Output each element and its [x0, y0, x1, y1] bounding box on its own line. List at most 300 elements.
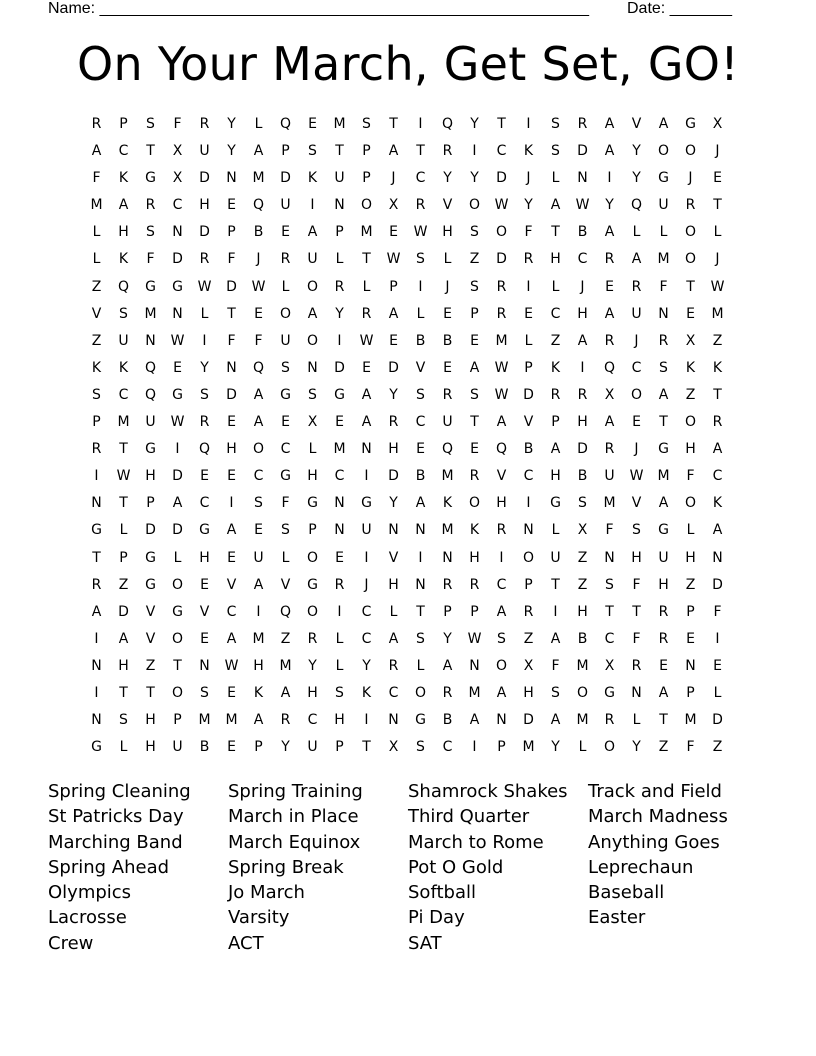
name-field[interactable]: Name: _______________________________________________________: [48, 0, 589, 17]
grid-letter: A: [577, 332, 588, 349]
grid-letter: H: [631, 549, 642, 566]
grid-letter: T: [119, 495, 128, 512]
grid-letter: E: [632, 414, 641, 431]
grid-letter: D: [226, 386, 237, 403]
grid-letter: R: [361, 305, 372, 322]
grid-letter: E: [713, 657, 722, 674]
grid-letter: S: [416, 251, 425, 268]
grid-letter: Y: [308, 657, 317, 674]
grid-letter: L: [119, 522, 128, 539]
grid-letter: R: [658, 332, 669, 349]
grid-letter: N: [415, 576, 426, 593]
grid-letter: S: [146, 224, 155, 241]
grid-letter: U: [658, 549, 669, 566]
grid-letter: D: [496, 251, 507, 268]
grid-letter: R: [388, 657, 399, 674]
grid-letter: D: [388, 359, 399, 376]
grid-letter: O: [495, 224, 508, 241]
grid-letter: A: [604, 224, 615, 241]
grid-letter: V: [145, 630, 156, 647]
grid-letter: P: [173, 712, 182, 729]
grid-letter: E: [335, 549, 344, 566]
grid-letter: M: [360, 224, 373, 241]
grid-letter: M: [468, 684, 481, 701]
word-list-item: March Equinox: [228, 831, 361, 853]
grid-letter: L: [416, 657, 425, 674]
grid-letter: C: [334, 468, 345, 485]
grid-letter: C: [442, 739, 453, 756]
grid-letter: D: [145, 522, 156, 539]
grid-letter: S: [200, 684, 209, 701]
grid-letter: P: [227, 224, 236, 241]
grid-letter: R: [280, 712, 291, 729]
grid-letter: D: [712, 576, 723, 593]
grid-letter: D: [172, 468, 183, 485]
grid-letter: G: [145, 576, 156, 593]
grid-letter: Z: [91, 332, 102, 349]
grid-letter: Y: [389, 386, 398, 403]
grid-letter: N: [172, 305, 183, 322]
grid-letter: R: [280, 251, 291, 268]
grid-letter: A: [388, 630, 399, 647]
grid-letter: X: [523, 657, 534, 674]
grid-letter: N: [226, 170, 237, 187]
grid-letter: B: [577, 468, 588, 485]
word-list-item: Baseball: [588, 882, 665, 904]
grid-letter: J: [391, 170, 396, 187]
grid-letter: T: [659, 712, 668, 729]
grid-letter: S: [578, 495, 587, 512]
grid-letter: T: [416, 603, 425, 620]
grid-letter: R: [91, 576, 102, 593]
grid-letter: O: [684, 224, 697, 241]
grid-letter: A: [253, 576, 264, 593]
grid-letter: P: [362, 170, 371, 187]
grid-letter: U: [307, 739, 318, 756]
grid-letter: L: [551, 522, 560, 539]
grid-letter: E: [173, 359, 182, 376]
grid-letter: S: [146, 116, 155, 132]
grid-letter: G: [280, 468, 291, 485]
grid-letter: G: [91, 739, 102, 756]
grid-letter: Y: [281, 739, 290, 756]
grid-letter: N: [415, 522, 426, 539]
grid-letter: R: [442, 684, 453, 701]
grid-letter: H: [496, 495, 507, 512]
grid-letter: J: [526, 170, 531, 187]
grid-letter: C: [118, 143, 129, 160]
word-list-item: Spring Training: [228, 781, 363, 802]
grid-letter: T: [173, 657, 182, 674]
word-list-item: Shamrock Shakes: [408, 781, 568, 802]
grid-letter: I: [418, 549, 423, 566]
grid-letter: T: [713, 386, 722, 403]
grid-letter: S: [200, 386, 209, 403]
grid-letter: O: [360, 197, 373, 214]
word-list-item: Easter: [588, 907, 646, 929]
grid-letter: L: [416, 305, 425, 322]
grid-letter: H: [118, 224, 129, 241]
grid-letter: A: [496, 603, 507, 620]
grid-letter: S: [308, 386, 317, 403]
grid-letter: X: [172, 143, 183, 160]
grid-letter: M: [333, 441, 346, 458]
grid-letter: T: [416, 143, 425, 160]
grid-letter: Q: [252, 197, 265, 214]
grid-letter: U: [604, 468, 615, 485]
grid-letter: Z: [577, 549, 588, 566]
word-list-item: Spring Cleaning: [48, 781, 191, 802]
grid-letter: M: [684, 712, 697, 729]
grid-letter: D: [226, 278, 237, 295]
grid-letter: A: [550, 197, 561, 214]
grid-letter: L: [524, 332, 533, 349]
grid-letter: N: [145, 332, 156, 349]
grid-letter: R: [523, 603, 534, 620]
grid-letter: G: [91, 522, 102, 539]
grid-letter: B: [577, 224, 588, 241]
grid-letter: B: [253, 224, 264, 241]
grid-letter: U: [334, 170, 345, 187]
grid-letter: K: [469, 522, 480, 539]
word-list-item: Pot O Gold: [408, 856, 504, 878]
grid-letter: R: [685, 197, 696, 214]
grid-letter: T: [362, 251, 371, 268]
grid-letter: E: [308, 116, 317, 132]
grid-letter: I: [94, 468, 99, 485]
grid-letter: S: [416, 630, 425, 647]
grid-letter: P: [308, 522, 317, 539]
grid-letter: W: [629, 468, 644, 485]
grid-letter: L: [335, 630, 344, 647]
grid-letter: I: [526, 116, 531, 132]
grid-letter: S: [335, 684, 344, 701]
grid-letter: X: [388, 739, 399, 756]
grid-letter: T: [605, 603, 614, 620]
grid-letter: D: [523, 712, 534, 729]
word-list-item: Olympics: [48, 882, 132, 904]
grid-letter: U: [550, 549, 561, 566]
grid-letter: A: [307, 224, 318, 241]
grid-letter: I: [94, 684, 99, 701]
grid-letter: O: [306, 603, 319, 620]
grid-letter: M: [603, 495, 616, 512]
grid-letter: P: [524, 359, 533, 376]
word-list-item: Pi Day: [408, 907, 465, 929]
grid-letter: H: [145, 468, 156, 485]
grid-letter: L: [335, 657, 344, 674]
grid-letter: O: [684, 495, 697, 512]
grid-letter: M: [441, 468, 454, 485]
grid-letter: P: [119, 549, 128, 566]
grid-letter: T: [713, 197, 722, 214]
grid-letter: W: [224, 657, 239, 674]
grid-letter: P: [119, 116, 128, 132]
grid-letter: Q: [630, 197, 643, 214]
grid-letter: O: [576, 684, 589, 701]
grid-letter: C: [496, 576, 507, 593]
grid-letter: N: [496, 712, 507, 729]
grid-letter: Y: [443, 170, 452, 187]
word-list-item: Jo March: [228, 882, 305, 904]
grid-letter: S: [551, 143, 560, 160]
grid-letter: Q: [144, 359, 157, 376]
grid-letter: E: [443, 305, 452, 322]
grid-letter: S: [416, 386, 425, 403]
grid-letter: Q: [441, 441, 454, 458]
grid-letter: L: [713, 684, 722, 701]
grid-letter: S: [416, 739, 425, 756]
grid-letter: J: [256, 251, 261, 268]
grid-letter: D: [334, 359, 345, 376]
grid-letter: Y: [632, 739, 641, 756]
grid-letter: G: [334, 386, 345, 403]
word-list-item: March to Rome: [408, 831, 544, 853]
grid-letter: E: [686, 305, 695, 322]
grid-letter: Q: [117, 278, 130, 295]
grid-letter: R: [199, 414, 210, 431]
grid-letter: N: [334, 522, 345, 539]
grid-letter: Z: [577, 576, 588, 593]
grid-letter: A: [469, 359, 480, 376]
grid-letter: R: [442, 143, 453, 160]
grid-letter: A: [550, 630, 561, 647]
grid-letter: L: [551, 170, 560, 187]
grid-letter: F: [227, 251, 236, 268]
grid-letter: F: [146, 251, 155, 268]
grid-letter: A: [118, 197, 129, 214]
grid-letter: H: [577, 305, 588, 322]
grid-letter: V: [226, 576, 237, 593]
grid-letter: Z: [145, 657, 156, 674]
grid-letter: I: [256, 603, 261, 620]
grid-letter: T: [227, 305, 236, 322]
grid-letter: C: [415, 170, 426, 187]
grid-letter: R: [658, 630, 669, 647]
grid-letter: A: [280, 684, 291, 701]
grid-letter: E: [470, 441, 479, 458]
grid-letter: F: [632, 630, 641, 647]
grid-letter: N: [361, 441, 372, 458]
grid-letter: E: [281, 224, 290, 241]
grid-letter: R: [199, 116, 210, 132]
word-list-item: Marching Band: [48, 831, 183, 853]
grid-letter: G: [280, 386, 291, 403]
grid-letter: U: [145, 414, 156, 431]
grid-letter: W: [251, 278, 266, 295]
grid-letter: G: [604, 684, 615, 701]
grid-letter: D: [577, 143, 588, 160]
grid-letter: N: [685, 657, 696, 674]
grid-letter: P: [470, 603, 479, 620]
page-title: On Your March, Get Set, GO!: [76, 37, 740, 91]
grid-letter: S: [632, 522, 641, 539]
word-list-item: Third Quarter: [408, 806, 530, 828]
grid-letter: G: [145, 170, 156, 187]
word-list-item: Anything Goes: [588, 831, 720, 853]
grid-letter: I: [472, 739, 477, 756]
grid-letter: N: [604, 549, 615, 566]
grid-letter: W: [116, 468, 131, 485]
grid-letter: M: [711, 305, 724, 322]
grid-letter: E: [227, 468, 236, 485]
grid-letter: C: [712, 468, 723, 485]
grid-letter: R: [604, 332, 615, 349]
grid-letter: Z: [685, 576, 696, 593]
grid-letter: X: [604, 386, 615, 403]
grid-letter: A: [604, 143, 615, 160]
grid-letter: V: [631, 116, 642, 132]
grid-letter: Y: [551, 739, 560, 756]
grid-letter: H: [145, 739, 156, 756]
grid-letter: K: [361, 684, 372, 701]
grid-letter: C: [253, 468, 264, 485]
grid-letter: T: [551, 576, 560, 593]
grid-letter: E: [200, 630, 209, 647]
grid-letter: O: [306, 332, 319, 349]
grid-letter: A: [496, 684, 507, 701]
grid-letter: I: [607, 170, 612, 187]
grid-letter: W: [494, 359, 509, 376]
grid-letter: P: [389, 278, 398, 295]
grid-letter: C: [199, 495, 210, 512]
grid-letter: A: [91, 143, 102, 160]
grid-letter: S: [281, 522, 290, 539]
grid-letter: B: [415, 332, 426, 349]
grid-letter: O: [468, 197, 481, 214]
grid-letter: K: [685, 359, 696, 376]
grid-letter: R: [442, 386, 453, 403]
grid-letter: N: [91, 495, 102, 512]
grid-letter: E: [227, 197, 236, 214]
grid-letter: D: [496, 170, 507, 187]
grid-letter: A: [712, 522, 723, 539]
grid-letter: O: [684, 251, 697, 268]
grid-letter: R: [334, 278, 345, 295]
grid-letter: E: [200, 468, 209, 485]
grid-letter: O: [306, 549, 319, 566]
word-list-item: Spring Break: [228, 856, 344, 878]
grid-letter: S: [119, 305, 128, 322]
grid-letter: C: [280, 441, 291, 458]
grid-letter: L: [308, 441, 317, 458]
grid-letter: E: [227, 739, 236, 756]
grid-letter: I: [580, 359, 585, 376]
grid-letter: I: [715, 630, 720, 647]
grid-letter: H: [523, 684, 534, 701]
grid-letter: M: [576, 657, 589, 674]
grid-letter: A: [631, 251, 642, 268]
grid-letter: C: [226, 603, 237, 620]
grid-letter: I: [364, 712, 369, 729]
grid-letter: Q: [441, 116, 454, 132]
grid-letter: W: [413, 224, 428, 241]
grid-letter: T: [659, 414, 668, 431]
grid-letter: D: [523, 386, 534, 403]
grid-letter: Y: [227, 116, 236, 132]
grid-letter: M: [657, 251, 670, 268]
grid-letter: A: [253, 712, 264, 729]
grid-letter: W: [386, 251, 401, 268]
grid-letter: U: [280, 332, 291, 349]
grid-letter: H: [226, 441, 237, 458]
grid-letter: Z: [523, 630, 534, 647]
grid-letter: J: [715, 251, 720, 268]
grid-letter: A: [388, 143, 399, 160]
grid-letter: L: [362, 278, 371, 295]
grid-letter: E: [362, 359, 371, 376]
grid-letter: L: [119, 739, 128, 756]
grid-letter: B: [442, 712, 453, 729]
grid-letter: G: [307, 576, 318, 593]
grid-letter: C: [631, 359, 642, 376]
grid-letter: E: [227, 414, 236, 431]
grid-letter: W: [170, 332, 185, 349]
grid-letter: F: [173, 116, 182, 132]
grid-letter: U: [118, 332, 129, 349]
header-line: [48, 0, 748, 20]
grid-letter: O: [252, 441, 265, 458]
grid-letter: E: [713, 170, 722, 187]
grid-letter: M: [333, 116, 346, 132]
grid-letter: D: [712, 712, 723, 729]
grid-letter: F: [281, 495, 290, 512]
grid-letter: N: [631, 684, 642, 701]
grid-letter: T: [92, 549, 101, 566]
grid-letter: B: [577, 630, 588, 647]
grid-letter: Y: [470, 116, 479, 132]
date-field[interactable]: Date: _______: [627, 0, 732, 17]
grid-letter: A: [253, 143, 264, 160]
grid-letter: O: [171, 630, 184, 647]
grid-letter: E: [605, 278, 614, 295]
grid-letter: Z: [118, 576, 129, 593]
word-list-item: March in Place: [228, 806, 359, 828]
grid-letter: T: [119, 441, 128, 458]
grid-letter: Y: [362, 657, 371, 674]
grid-letter: V: [145, 603, 156, 620]
grid-letter: H: [118, 657, 129, 674]
grid-letter: N: [334, 495, 345, 512]
grid-letter: Q: [252, 359, 265, 376]
grid-letter: N: [442, 549, 453, 566]
word-list-item: St Patricks Day: [48, 806, 184, 828]
grid-letter: I: [553, 603, 558, 620]
grid-letter: T: [146, 143, 155, 160]
grid-letter: U: [172, 739, 183, 756]
grid-letter: X: [712, 116, 723, 132]
grid-letter: G: [307, 495, 318, 512]
grid-letter: X: [685, 332, 696, 349]
grid-letter: E: [524, 305, 533, 322]
grid-letter: M: [90, 197, 103, 214]
grid-letter: B: [199, 739, 210, 756]
grid-letter: L: [92, 251, 101, 268]
grid-letter: I: [337, 332, 342, 349]
grid-letter: G: [145, 278, 156, 295]
grid-letter: W: [710, 278, 725, 295]
grid-letter: N: [712, 549, 723, 566]
grid-letter: H: [253, 657, 264, 674]
grid-letter: E: [227, 684, 236, 701]
grid-letter: C: [388, 684, 399, 701]
grid-letter: P: [362, 143, 371, 160]
grid-letter: R: [496, 305, 507, 322]
grid-letter: A: [172, 495, 183, 512]
grid-letter: N: [469, 657, 480, 674]
grid-letter: H: [685, 549, 696, 566]
grid-letter: A: [253, 414, 264, 431]
